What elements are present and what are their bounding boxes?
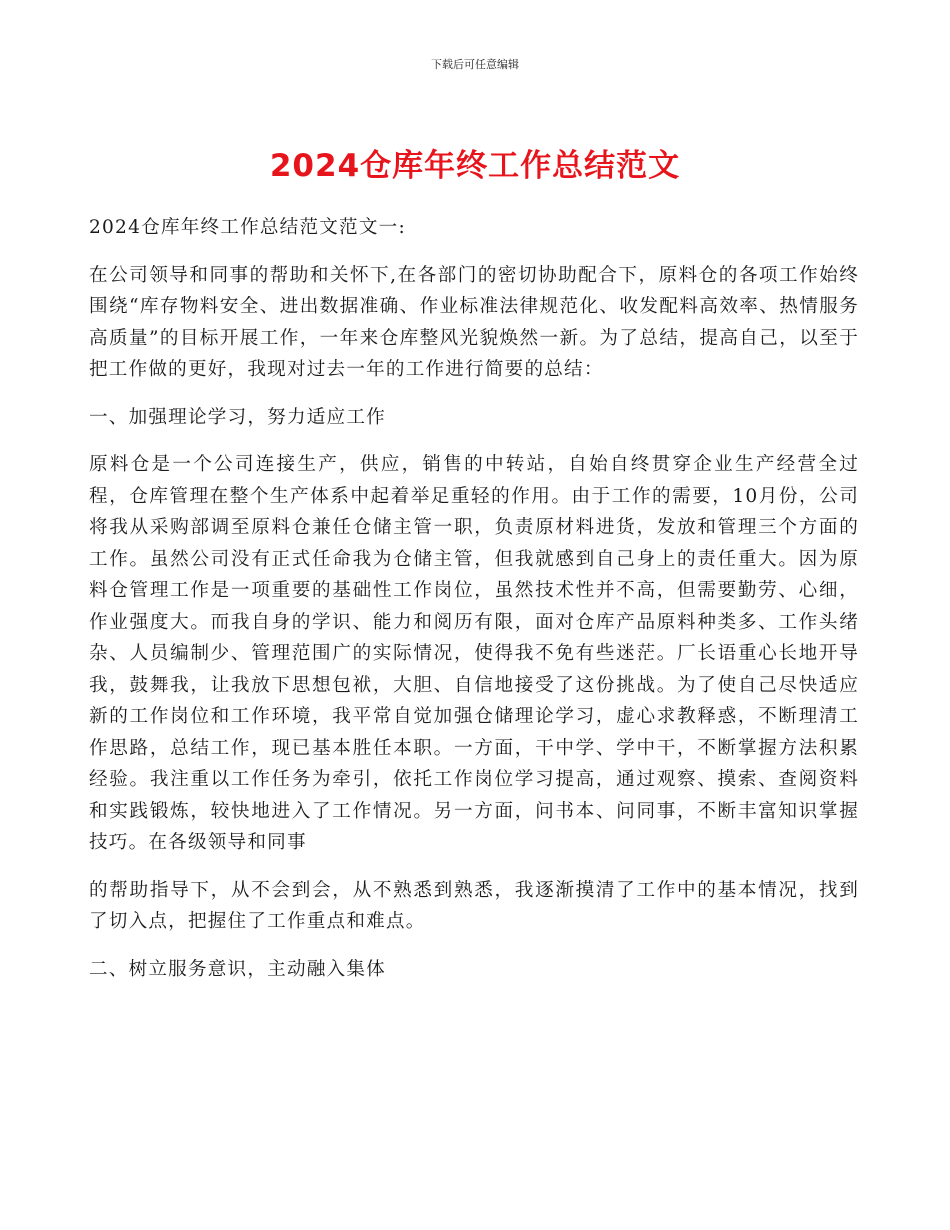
paragraph-intro: 在公司领导和同事的帮助和关怀下,在各部门的密切协助配合下，原料仓的各项工作始终围绕“库存物料安全、进出数据准确、作业标准法律规范化、收发配料高效率、热情服务高质量”的目标开展工作，一年来仓库整风光貌焕然一新。为了总结，提高自己，以至于把工作做的更好，我现对过去一年的工作进行简要的总结： [89, 264, 859, 380]
paragraph-section-1: 原料仓是一个公司连接生产，供应，销售的中转站，自始自终贯穿企业生产经营全过程，仓库管理在整个生产体系中起着举足重轻的作用。由于工作的需要，10月份，公司将我从采购部调至原料仓兼任仓储主管一职，负责原材料进货，发放和管理三个方面的工作。虽然公司没有正式任命我为仓储主管，但我就感到自己身上的责任重大。因为原料仓管理工作是一项重要的基础性工作岗位，虽然技术性并不高，但需要勤劳、心细，作业强度大。而我自身的学识、能力和阅历有限，面对仓库产品原料种类多、工作头绪杂、人员编制少、管理范围广的实际情况，使得我不免有些迷茫。厂长语重心长地开导我，鼓舞我，让我放下思想包袱，大胆、自信地接受了这份挑战。为了使自己尽快适应新的工作岗位和工作环境，我平常自觉加强仓储理论学习，虚心求教释惑，不断理清工作思路，总结工作，现已基本胜任本职。一方面，干中学、学中干，不断掌握方法积累经验。我注重以工作任务为牵引，依托工作岗位学习提高，通过观察、摸索、查阅资料和实践锻炼，较快地进入了工作情况。另一方面，问书本、问同事，不断丰富知识掌握技巧。在各级领导和同事 [89, 454, 859, 853]
document-title: 2024仓库年终工作总结范文 [269, 148, 681, 184]
document-subtitle: 2024仓库年终工作总结范文范文一: [89, 217, 406, 238]
section-heading-1: 一、加强理论学习，努力适应工作 [89, 406, 386, 428]
section-heading-2: 二、树立服务意识，主动融入集体 [89, 958, 386, 980]
document-body [89, 212, 859, 1001]
header-note: 下载后可任意编辑 [431, 58, 519, 71]
paragraph-section-1-continued: 的帮助指导下，从不会到会，从不熟悉到熟悉，我逐渐摸清了工作中的基本情况，找到了切入点，把握住了工作重点和难点。 [89, 879, 859, 932]
